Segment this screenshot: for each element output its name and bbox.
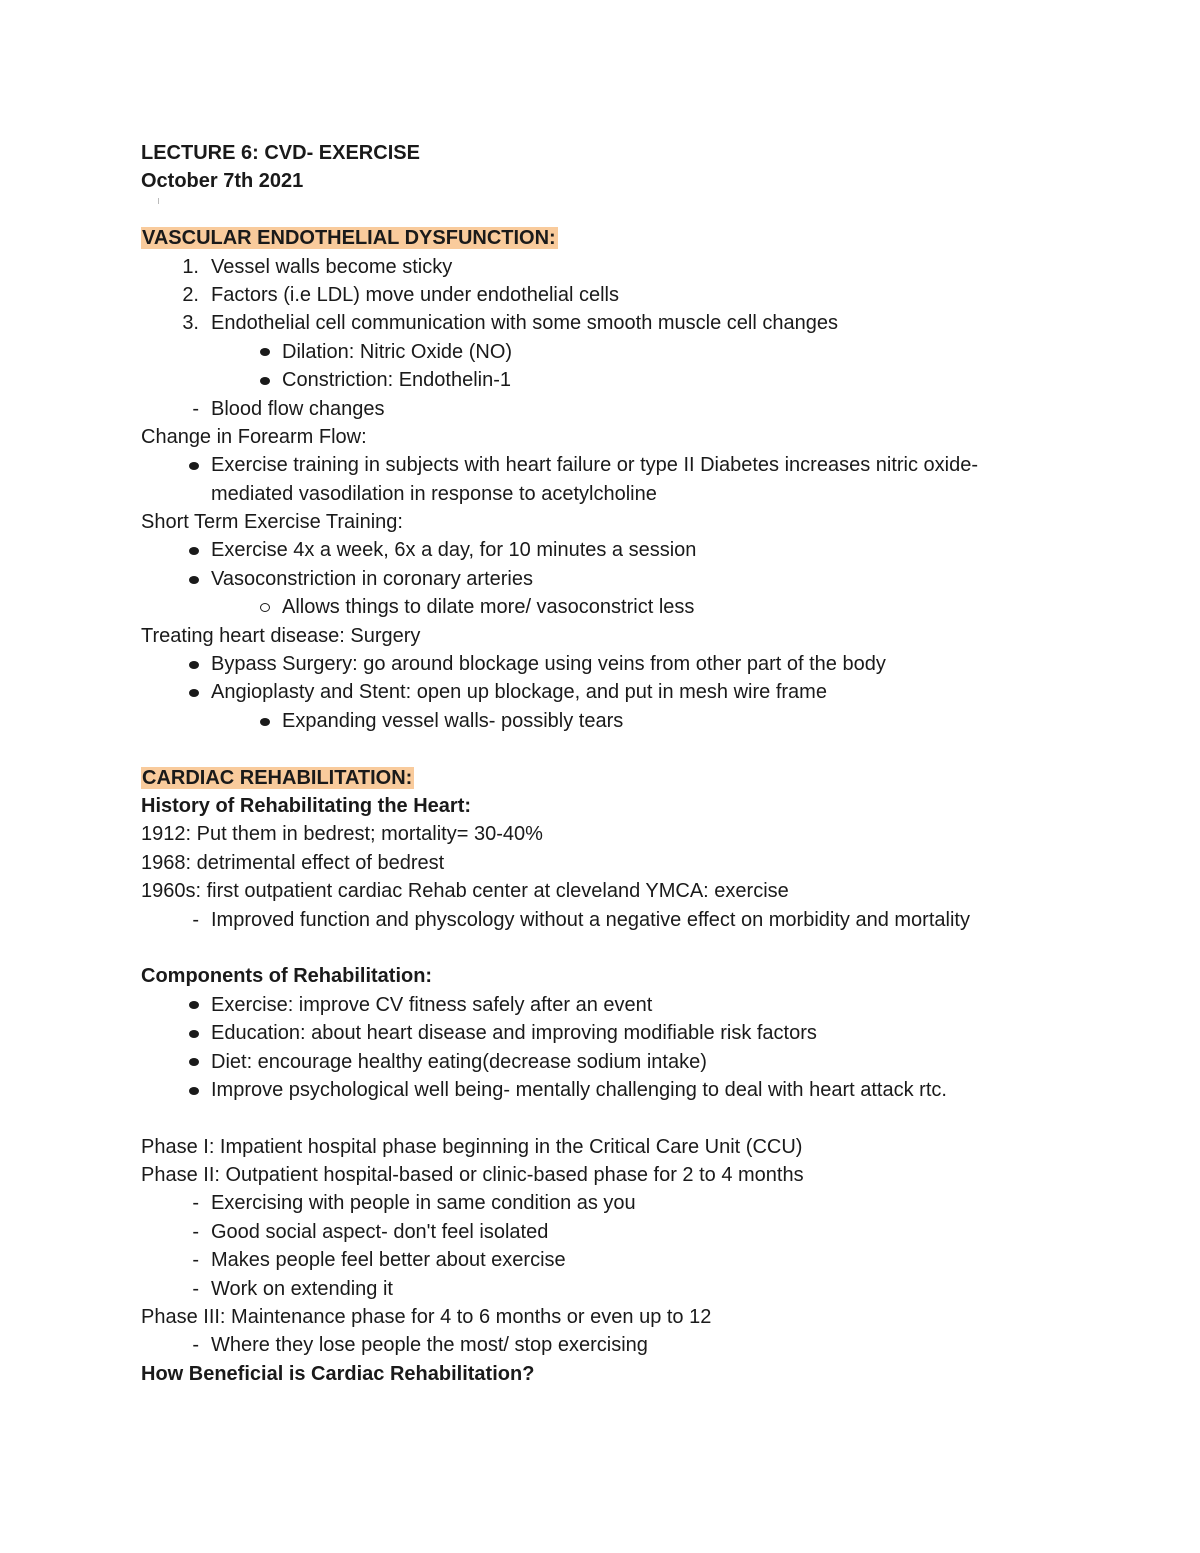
item-text: Education: about heart disease and improving modifiable risk factors <box>211 1022 817 1045</box>
document-body <box>141 139 1061 1388</box>
highlighted-heading: VASCULAR ENDOTHELIAL DYSFUNCTION: <box>142 227 556 250</box>
item-text: Bypass Surgery: go around blockage using veins from other part of the body <box>211 653 886 676</box>
bullet-item <box>141 536 1061 564</box>
history-line: 1912: Put them in bedrest; mortality= 30-40% <box>141 823 543 846</box>
bullet-dot-icon <box>240 707 270 735</box>
components-heading: Components of Rehabilitation: <box>141 965 433 988</box>
dash-marker: - <box>192 1220 199 1243</box>
sub-bullet-item <box>141 707 1061 735</box>
item-text: Angioplasty and Stent: open up blockage, and put in mesh wire frame <box>211 681 827 704</box>
bullet-dot-icon <box>169 565 199 593</box>
sub-bullet-item <box>141 338 1061 366</box>
lecture-title: LECTURE 6: CVD- EXERCISE <box>141 142 420 164</box>
spacer <box>141 196 1061 224</box>
sub-bullet-item <box>141 593 1061 621</box>
item-text: Diet: encourage healthy eating(decrease sodium intake) <box>211 1050 707 1073</box>
history-heading: History of Rehabilitating the Heart: <box>141 794 472 817</box>
bullet-item <box>141 565 1061 593</box>
subsection-label: Short Term Exercise Training: <box>141 511 403 534</box>
bullet-item <box>141 678 1061 706</box>
bullet-item <box>141 1048 1061 1076</box>
spacer <box>141 934 1061 962</box>
bullet-dot-icon <box>169 1048 199 1076</box>
item-text: Blood flow changes <box>211 397 385 420</box>
numbered-item <box>141 253 1061 281</box>
bullet-item <box>141 451 1061 479</box>
item-text: Improve psychological well being- mentally challenging to deal with heart attack rtc. <box>211 1078 947 1101</box>
final-heading: How Beneficial is Cardiac Rehabilitation? <box>141 1362 535 1385</box>
dash-marker: - <box>192 1334 199 1357</box>
item-text: Makes people feel better about exercise <box>211 1249 566 1272</box>
spacer <box>141 1104 1061 1132</box>
item-text: Factors (i.e LDL) move under endothelial cells <box>211 283 619 306</box>
subsection-label: Treating heart disease: Surgery <box>141 624 421 647</box>
phase-line: Phase II: Outpatient hospital-based or clinic-based phase for 2 to 4 months <box>141 1164 804 1187</box>
bullet-item <box>141 1076 1061 1104</box>
bullet-continuation: mediated vasodilation in response to acetylcholine <box>211 482 657 505</box>
dash-item <box>141 906 1061 934</box>
bullet-item <box>141 1019 1061 1047</box>
bullet-item <box>141 650 1061 678</box>
item-number: 3. <box>182 312 199 335</box>
numbered-item <box>141 309 1061 337</box>
item-number: 1. <box>182 255 199 278</box>
item-text: Vessel walls become sticky <box>211 255 453 278</box>
item-text: Improved function and physcology without a negative effect on morbidity and mortality <box>211 908 970 931</box>
item-text: Constriction: Endothelin-1 <box>282 369 512 392</box>
item-text: Allows things to dilate more/ vasoconstrict less <box>282 596 695 619</box>
highlighted-heading: CARDIAC REHABILITATION: <box>142 766 413 789</box>
spacer <box>141 735 1061 763</box>
bullet-dot-icon <box>240 366 270 394</box>
dash-marker: - <box>192 1192 199 1215</box>
bullet-dot-icon <box>169 451 199 479</box>
dash-item <box>141 1218 1061 1246</box>
item-text: Vasoconstriction in coronary arteries <box>211 567 533 590</box>
dash-item <box>141 1246 1061 1274</box>
phase-line: Phase III: Maintenance phase for 4 to 6 months or even up to 12 <box>141 1306 712 1329</box>
dash-item <box>141 1275 1061 1303</box>
item-number: 2. <box>182 283 199 306</box>
bullet-dot-icon <box>169 991 199 1019</box>
item-text: Where they lose people the most/ stop exercising <box>211 1334 648 1357</box>
bullet-dot-icon <box>240 338 270 366</box>
item-text: Good social aspect- don't feel isolated <box>211 1220 549 1243</box>
dash-marker: - <box>192 908 199 931</box>
subsection-label: Change in Forearm Flow: <box>141 425 367 448</box>
section-heading-vascular <box>141 224 1061 252</box>
dash-marker: - <box>192 1277 199 1300</box>
dash-item <box>141 1189 1061 1217</box>
bullet-dot-icon <box>169 678 199 706</box>
bullet-dot-icon <box>169 1019 199 1047</box>
bullet-dot-icon <box>169 1076 199 1104</box>
item-text: Expanding vessel walls- possibly tears <box>282 709 624 732</box>
dash-marker: - <box>192 1249 199 1272</box>
bullet-circle-icon <box>240 593 270 621</box>
bullet-dot-icon <box>169 650 199 678</box>
sub-bullet-item <box>141 366 1061 394</box>
item-text: Exercise 4x a week, 6x a day, for 10 minutes a session <box>211 539 697 562</box>
dash-marker: - <box>192 397 199 420</box>
item-text: Endothelial cell communication with some smooth muscle cell changes <box>211 312 838 335</box>
item-text: Exercise: improve CV fitness safely after an event <box>211 993 653 1016</box>
dash-item <box>141 395 1061 423</box>
bullet-dot-icon <box>169 536 199 564</box>
item-text: Exercise training in subjects with heart failure or type II Diabetes increases nitric oxide- <box>211 454 979 477</box>
history-line: 1960s: first outpatient cardiac Rehab center at cleveland YMCA: exercise <box>141 880 789 903</box>
item-text: Exercising with people in same condition as you <box>211 1192 636 1215</box>
phase-line: Phase I: Impatient hospital phase beginning in the Critical Care Unit (CCU) <box>141 1135 803 1158</box>
history-line: 1968: detrimental effect of bedrest <box>141 851 445 874</box>
numbered-item <box>141 281 1061 309</box>
dash-item <box>141 1331 1061 1359</box>
bullet-item <box>141 991 1061 1019</box>
item-text: Work on extending it <box>211 1277 393 1300</box>
item-text: Dilation: Nitric Oxide (NO) <box>282 340 513 363</box>
lecture-date: October 7th 2021 <box>141 170 304 193</box>
section-heading-cardiac-rehab <box>141 764 1061 792</box>
